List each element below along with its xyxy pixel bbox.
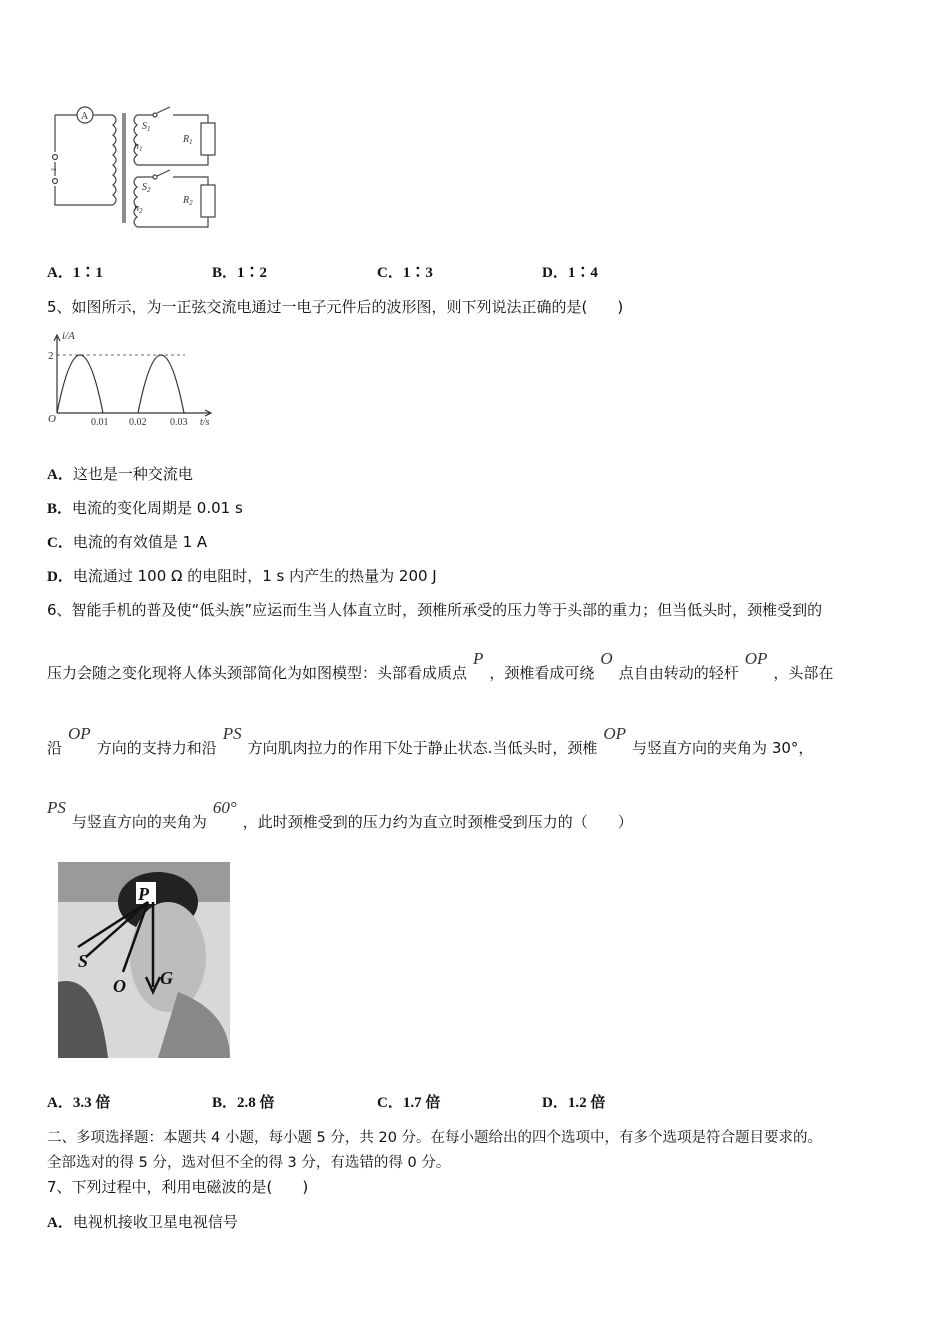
svg-text:O: O <box>48 413 56 425</box>
q7-option-a[interactable] <box>47 1211 238 1232</box>
q5-option-b[interactable] <box>47 497 243 518</box>
text: 与竖直方向的夹角为 30°， <box>632 739 814 757</box>
option-text: 3.3 倍 <box>72 1095 111 1111</box>
q6-option-b[interactable] <box>212 1091 275 1112</box>
q5-option-a[interactable] <box>47 463 193 484</box>
option-key: B． <box>212 1095 238 1111</box>
option-key: A． <box>47 1215 73 1231</box>
math: PS <box>47 798 66 817</box>
text: ，头部在 <box>773 664 834 682</box>
waveform-figure <box>45 325 220 430</box>
option-key: A． <box>47 467 73 483</box>
q6-option-c[interactable] <box>377 1091 440 1112</box>
svg-text:0.02: 0.02 <box>129 417 147 428</box>
math: PS <box>222 724 242 743</box>
q4-option-c[interactable] <box>377 261 433 282</box>
q5-stem: 5、如图所示，为一正弦交流电通过一电子元件后的波形图，则下列说法正确的是( ) <box>47 298 624 316</box>
q4-option-d[interactable] <box>542 261 598 282</box>
svg-text:n1: $n_1$ <box>134 141 143 153</box>
option-text: 电流的变化周期是 0.01 s <box>72 499 243 517</box>
option-text: 1∶2 <box>237 265 268 281</box>
text: 与竖直方向的夹角为 <box>71 813 207 831</box>
option-key: C． <box>377 1095 403 1111</box>
q4-option-a[interactable] <box>47 261 103 282</box>
math: OP <box>603 724 627 743</box>
math: OP <box>68 724 91 743</box>
q6-line-3 <box>47 724 814 758</box>
q7-stem: 7、下列过程中，利用电磁波的是( ) <box>47 1178 309 1196</box>
section-2-heading: 二、多项选择题：本题共 4 小题，每小题 5 分，共 20 分。在每小题给出的四个选项中，有多个选项是符合题目要求的。 <box>47 1130 823 1146</box>
option-key: A． <box>47 1095 73 1111</box>
svg-text:S2: $S_2$ <box>142 182 151 194</box>
option-key: B． <box>212 265 238 281</box>
option-key: D． <box>542 1095 568 1111</box>
option-text: 电流通过 100 Ω 的电阻时，1 s 内产生的热量为 200 J <box>72 567 437 585</box>
svg-text:0.03: 0.03 <box>170 417 188 428</box>
transformer-circuit-figure <box>45 105 220 230</box>
svg-text:P: P <box>138 884 149 904</box>
svg-text:G: G <box>160 968 173 988</box>
option-text: 电流的有效值是 1 A <box>72 533 208 551</box>
q6-option-a[interactable] <box>47 1091 110 1112</box>
svg-text:A: A <box>81 111 89 122</box>
option-text: 1.2 倍 <box>567 1095 606 1111</box>
math: 60° <box>212 798 237 817</box>
option-key: D． <box>542 265 568 281</box>
q5-option-d[interactable] <box>47 565 437 586</box>
q6-line-2 <box>47 649 834 683</box>
section-2-instructions: 全部选对的得 5 分，选对但不全的得 3 分，有选错的得 0 分。 <box>47 1155 451 1171</box>
head-neck-photo-figure <box>58 862 230 1058</box>
q6-line-4 <box>47 798 633 832</box>
q6-line-1: 6、智能手机的普及使“低头族”应运而生当人体直立时，颈椎所承受的压力等于头部的重力；但当低头时，颈椎受到的 <box>47 601 823 619</box>
q4-option-b[interactable] <box>212 261 267 282</box>
option-text: 这也是一种交流电 <box>72 465 193 483</box>
text: 方向肌肉拉力的作用下处于静止状态.当低头时，颈椎 <box>247 739 598 757</box>
svg-text:O: O <box>113 976 126 996</box>
math: OP <box>744 649 768 668</box>
svg-text:2: 2 <box>48 350 54 362</box>
svg-text:~: ~ <box>51 165 57 176</box>
math: P <box>473 649 484 668</box>
text: 点自由转动的轻杆 <box>618 664 739 682</box>
svg-text:S: S <box>78 951 89 971</box>
option-text: 1∶3 <box>402 265 433 281</box>
text: 方向的支持力和沿 <box>96 739 217 757</box>
option-key: C． <box>47 535 73 551</box>
math: O <box>600 649 613 668</box>
option-key: B． <box>47 501 73 517</box>
svg-text:i/A: i/A <box>62 330 75 342</box>
option-text: 1.7 倍 <box>402 1095 441 1111</box>
text: 压力会随之变化现将人体头颈部简化为如图模型：头部看成质点 <box>47 664 468 682</box>
svg-text:0.01: 0.01 <box>91 417 109 428</box>
text: ，颈椎看成可绕 <box>489 664 595 682</box>
q6-option-d[interactable] <box>542 1091 605 1112</box>
option-key: A． <box>47 265 73 281</box>
svg-text:n2: $n_2$ <box>134 203 143 215</box>
svg-text:S1: $S_1$ <box>142 121 151 133</box>
option-text: 1∶4 <box>567 265 598 281</box>
option-text: 2.8 倍 <box>237 1095 275 1111</box>
text: 沿 <box>47 739 63 757</box>
svg-text:R2: $R_2$ <box>183 195 193 207</box>
option-key: C． <box>377 265 403 281</box>
svg-text:R1: $R_1$ <box>183 134 193 146</box>
q5-option-c[interactable] <box>47 531 207 552</box>
text: ，此时颈椎受到的压力约为直立时颈椎受到压力的（ ） <box>242 813 633 831</box>
option-text: 电视机接收卫星电视信号 <box>72 1213 238 1231</box>
option-text: 1∶1 <box>72 265 103 281</box>
svg-text:t/s: t/s <box>200 417 210 428</box>
option-key: D． <box>47 569 73 585</box>
